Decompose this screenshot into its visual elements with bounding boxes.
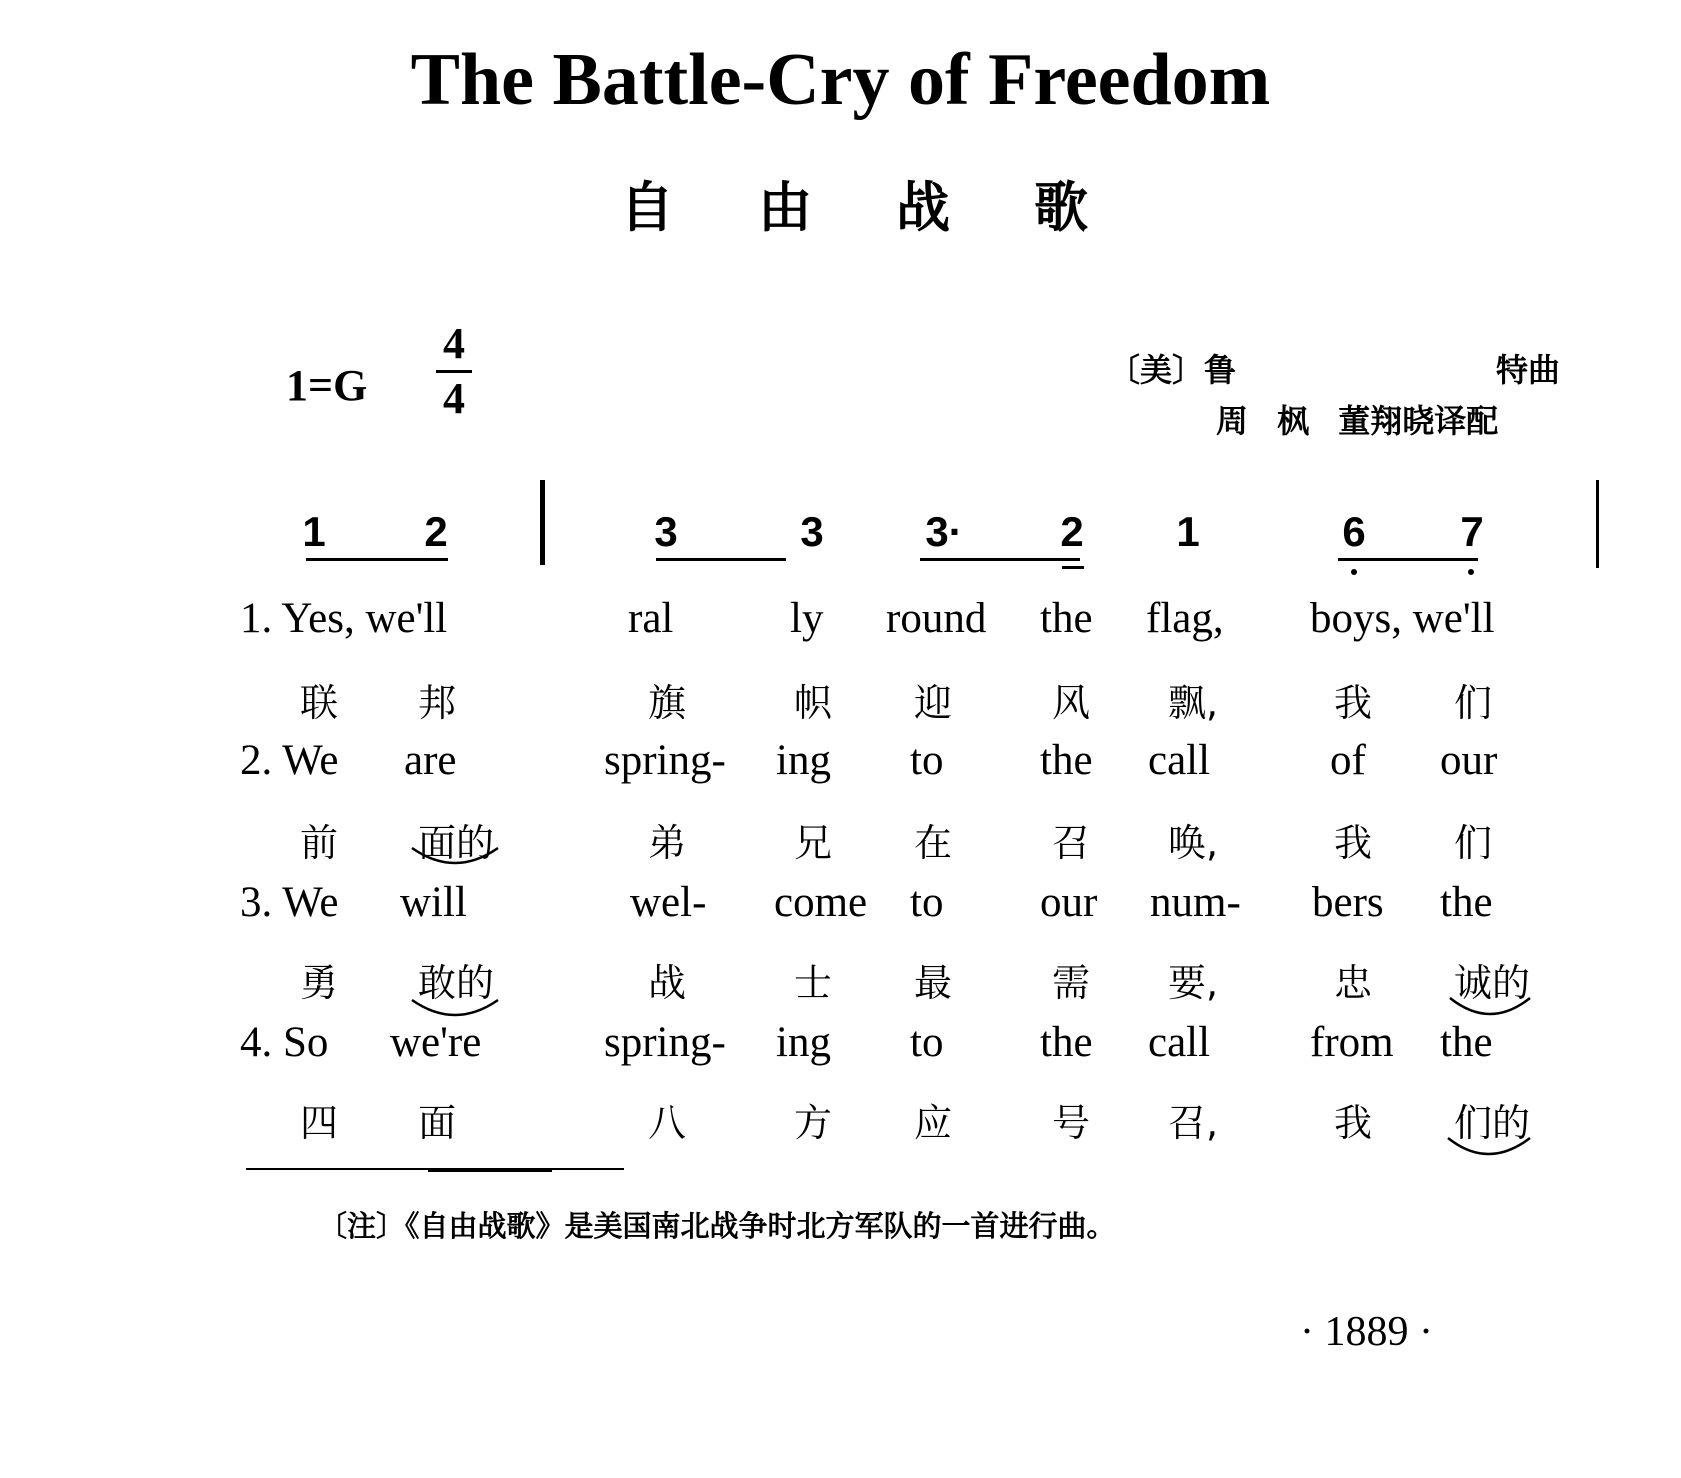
lyric-word: from xyxy=(1310,1019,1394,1066)
lyric-word: 1. Yes, we'll xyxy=(240,595,448,642)
lyric-char: 勇 xyxy=(300,961,339,1005)
lyric-word: bers xyxy=(1312,879,1384,926)
lyric-word: ing xyxy=(776,1019,831,1066)
lyric-word: we're xyxy=(390,1019,482,1066)
lyric-char: 在 xyxy=(914,821,953,865)
lyric-char: 最 xyxy=(914,961,953,1005)
lyric-word: come xyxy=(774,879,868,926)
lyric-word: 2. We xyxy=(240,737,339,784)
slur-arc xyxy=(1448,1138,1530,1154)
subtitle-char: 由 xyxy=(758,176,812,239)
slur-arc xyxy=(1450,998,1530,1014)
lyric-word: the xyxy=(1040,595,1093,642)
lyric-char: 士 xyxy=(794,961,833,1005)
lyric-word: spring- xyxy=(604,737,726,784)
note: 3 xyxy=(654,508,678,555)
lyric-char: 弟 xyxy=(648,821,687,865)
lyric-char: 旗 xyxy=(648,681,687,725)
lyric-word: the xyxy=(1440,1019,1493,1066)
lyric-char: 召 xyxy=(1052,821,1091,865)
lyric-word: wel- xyxy=(630,879,707,926)
subtitle-char: 自 xyxy=(620,176,674,239)
key-signature: 1=G xyxy=(286,361,368,410)
lyric-word: boys, we'll xyxy=(1310,595,1495,642)
note: 3· xyxy=(925,508,963,555)
lyric-word: our xyxy=(1440,737,1498,784)
note: 7 xyxy=(1460,508,1484,555)
note: 2 xyxy=(424,508,448,555)
footnote: 〔注〕《自由战歌》是美国南北战争时北方军队的一首进行曲。 xyxy=(318,1209,1116,1243)
note: 2 xyxy=(1060,508,1084,555)
lyric-char: 面 xyxy=(418,1101,457,1145)
lyric-char: 们的 xyxy=(1454,1101,1531,1145)
lyric-word: spring- xyxy=(604,1019,726,1066)
lyric-word: call xyxy=(1148,737,1211,784)
lyric-char: 唤, xyxy=(1168,821,1219,865)
footnote-separator-mark xyxy=(428,1168,552,1172)
lyric-word: 4. So xyxy=(240,1019,329,1066)
lyric-char: 战 xyxy=(648,961,687,1005)
subtitle-char: 歌 xyxy=(1034,176,1088,239)
lyric-word: 3. We xyxy=(240,879,339,926)
lyric-word: to xyxy=(910,737,944,784)
lyric-char: 应 xyxy=(914,1101,953,1145)
lyric-word: ral xyxy=(628,595,674,642)
time-signature-bottom: 4 xyxy=(443,374,465,423)
note: 6 xyxy=(1342,508,1366,555)
lyric-char: 前 xyxy=(300,821,339,865)
slur-arc xyxy=(412,1000,498,1015)
lyric-char: 邦 xyxy=(418,681,457,725)
lyric-word: the xyxy=(1040,737,1093,784)
lyric-char: 八 xyxy=(648,1101,687,1145)
lyric-char: 帜 xyxy=(794,681,833,725)
lyric-char: 我 xyxy=(1334,1101,1373,1145)
lyric-word: round xyxy=(886,595,987,642)
lyric-word: are xyxy=(404,737,457,784)
lyric-word: call xyxy=(1148,1019,1211,1066)
lyric-char: 要, xyxy=(1168,961,1219,1005)
composer-credit: 〔美〕鲁 xyxy=(1108,351,1237,389)
page-number: · 1889 · xyxy=(1300,1309,1433,1355)
lyric-char: 号 xyxy=(1052,1101,1091,1145)
lyric-char: 们 xyxy=(1454,821,1493,865)
lyric-char: 我 xyxy=(1334,681,1373,725)
note: 1 xyxy=(302,508,326,555)
lyric-char: 我 xyxy=(1334,821,1373,865)
lyric-char: 诚的 xyxy=(1454,961,1531,1005)
translator-credit: 周 枫 董翔晓译配 xyxy=(1216,402,1499,440)
lyric-word: will xyxy=(400,879,467,926)
lyric-char: 召, xyxy=(1168,1101,1219,1145)
lyric-word: to xyxy=(910,1019,944,1066)
lyric-char: 四 xyxy=(300,1101,339,1145)
lyric-char: 敢的 xyxy=(418,961,495,1005)
lyric-word: to xyxy=(910,879,944,926)
note: 1 xyxy=(1176,508,1200,555)
lyric-char: 风 xyxy=(1052,681,1091,725)
lyric-word: flag, xyxy=(1146,595,1224,642)
composer-credit-suffix: 特曲 xyxy=(1496,351,1561,389)
lyric-char: 联 xyxy=(300,681,339,725)
time-signature-top: 4 xyxy=(443,319,465,368)
lyric-char: 需 xyxy=(1052,961,1091,1005)
note: 3 xyxy=(800,508,824,555)
lyric-char: 方 xyxy=(794,1101,833,1145)
lyric-char: 兄 xyxy=(794,821,833,865)
lyric-word: ly xyxy=(790,595,824,642)
lyric-word: the xyxy=(1040,1019,1093,1066)
lyric-char: 忠 xyxy=(1334,961,1373,1005)
subtitle-char: 战 xyxy=(896,176,950,239)
lyric-char: 飘, xyxy=(1168,681,1219,725)
lyric-char: 们 xyxy=(1454,681,1493,725)
lyric-word: our xyxy=(1040,879,1098,926)
lyric-word: ing xyxy=(776,737,831,784)
lyric-word: of xyxy=(1330,737,1366,784)
lyric-word: num- xyxy=(1150,879,1241,926)
lyric-char: 面的 xyxy=(418,821,495,865)
song-title: The Battle-Cry of Freedom xyxy=(410,39,1271,121)
lyric-char: 迎 xyxy=(914,681,953,725)
lyric-word: the xyxy=(1440,879,1493,926)
slur-arc xyxy=(412,848,498,863)
